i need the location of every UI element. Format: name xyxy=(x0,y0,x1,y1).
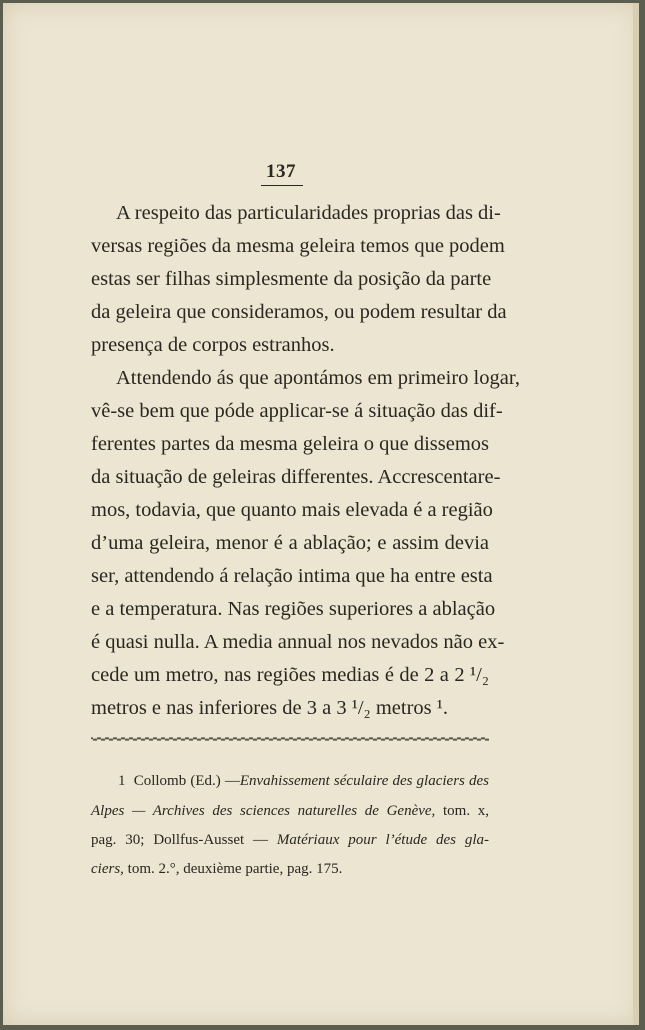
body-line: é quasi nulla. A media annual nos nevados não ex- xyxy=(91,631,505,653)
body-line: estas ser filhas simplesmente da posição da parte xyxy=(91,268,492,290)
footnote-line xyxy=(91,832,489,849)
footnote-line xyxy=(118,773,489,790)
footnote-title: Matériaux pour l’étude des gla- xyxy=(268,832,490,848)
body-line: versas regiões da mesma geleira temos que podem xyxy=(91,235,505,257)
body-line: e a temperatura. Nas regiões superiores a ablação xyxy=(91,598,496,620)
body-line: vê-se bem que póde applicar-se á situação das dif- xyxy=(91,400,503,422)
body-line: cede um metro, nas regiões medias é de 2 a 2 ¹/₂ xyxy=(91,664,489,686)
body-line: da geleira que consideramos, ou podem resultar da xyxy=(91,301,507,323)
body-line: metros e nas inferiores de 3 a 3 ¹/₂ metros ¹. xyxy=(91,697,449,719)
footnote-title: Envahissement séculaire des glaciers des xyxy=(239,773,489,789)
body-line: Attendendo ás que apontámos em primeiro logar, xyxy=(116,367,520,389)
page-number: 137 xyxy=(266,161,296,182)
page-number-rule xyxy=(261,185,303,186)
footnote-marker: 1 xyxy=(118,773,126,789)
body-line: da situação de geleiras differentes. Accrescentare- xyxy=(91,466,501,488)
footnote-title: Alpes — Archives des sciences naturelles de Genève, xyxy=(91,803,436,819)
page-fold-edge xyxy=(633,3,639,1025)
body-line: mos, todavia, que quanto mais elevada é a região xyxy=(91,499,493,521)
body-line: presença de corpos estranhos. xyxy=(91,334,335,356)
footnote-author: Collomb (Ed.) — xyxy=(133,773,240,789)
footnote-text: tom. 2.°, deuxième partie, pag. 175. xyxy=(123,861,343,877)
footnote-title: ciers, xyxy=(91,861,124,877)
body-line: A respeito das particularidades proprias das di- xyxy=(116,202,501,224)
body-line: ser, attendendo á relação intima que ha entre esta xyxy=(91,565,493,587)
footnote-text: tom. x, xyxy=(435,803,489,819)
footnote-text: pag. 30; Dollfus-Ausset — xyxy=(91,832,269,848)
book-page xyxy=(3,3,639,1025)
body-line: d’uma geleira, menor é a ablação; e assim devia xyxy=(91,532,489,554)
body-line: ferentes partes da mesma geleira o que dissemos xyxy=(91,433,489,455)
footnote-separator xyxy=(91,735,489,743)
footnote-line xyxy=(91,803,489,820)
footnote-line xyxy=(91,861,489,878)
